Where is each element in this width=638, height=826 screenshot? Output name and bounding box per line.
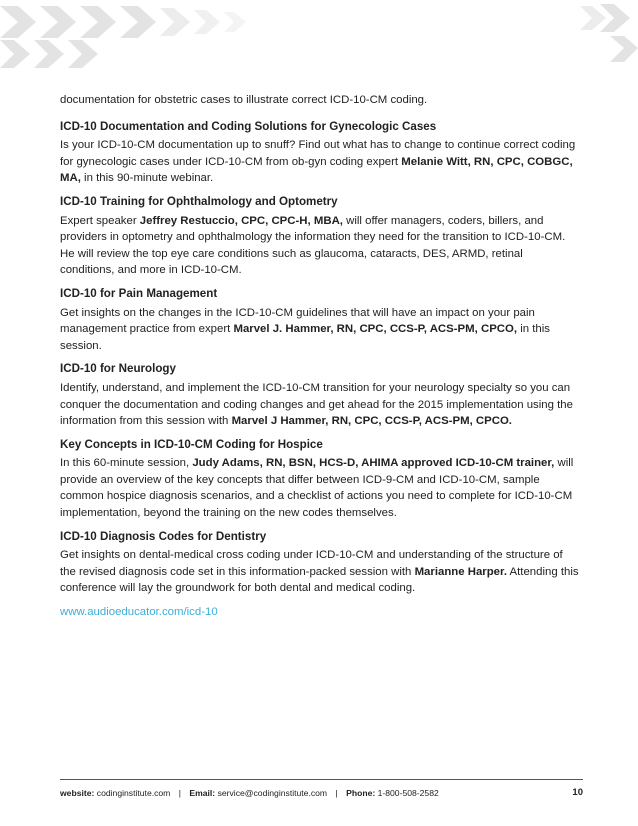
email-link[interactable]: service@codinginstitute.com: [217, 787, 328, 798]
section-body: Get insights on dental-medical cross coding under ICD-10-CM and understanding of the structure of the revised diagnosis code set in this information-packed session with Marianne Harper. Attending this conference will lay the groundwork for both dental and medical coding.: [60, 549, 579, 595]
section-neurology: [60, 361, 580, 429]
section-title: ICD-10 for Pain Management: [60, 286, 218, 300]
section-title: ICD-10 Training for Ophthalmology and Optometry: [60, 194, 338, 208]
section-body: Identify, understand, and implement the ICD-10-CM transition for your neurology specialty so you can conquer the documentation and coding changes and get ahead for the 2015 implementation using the information from this session with Marvel J Hammer, RN, CPC, CCS-P, ACS-PM, CPCO.: [60, 381, 573, 428]
section-body: Expert speaker Jeffrey Restuccio, CPC, CPC-H, MBA, will offer managers, coders, billers, and providers in optometry and ophthalmology the information they need for the transition to ICD-10-CM. He will review the top eye care conditions such as glaucoma, cataracts, DES, ARMD, retinal conditions, and more in ICD-10-CM.: [60, 214, 566, 277]
section-title: ICD-10 for Neurology: [60, 362, 176, 376]
phone-number: 1-800-508-2582: [377, 787, 439, 798]
page-content: [60, 92, 580, 621]
section-title: Key Concepts in ICD-10-CM Coding for Hospice: [60, 437, 323, 451]
section-gynecology: [60, 119, 580, 187]
section-ophthalmology: [60, 194, 580, 279]
section-hospice: [60, 437, 580, 522]
section-pain-management: [60, 286, 580, 354]
page-footer: [60, 779, 583, 798]
lead-paragraph: documentation for obstetric cases to illustrate correct ICD-10-CM coding.: [60, 94, 428, 106]
footer-separator: |: [335, 787, 338, 798]
footer-separator: |: [178, 787, 181, 798]
section-title: ICD-10 Diagnosis Codes for Dentistry: [60, 529, 267, 543]
section-body: Is your ICD-10-CM documentation up to snuff? Find out what has to change to continue correct coding for gynecologic cases under ICD-10-CM from ob-gyn coding expert Melanie Witt, RN, CPC, COBGC, MA, in this 90-minute webinar.: [60, 139, 576, 185]
section-title: ICD-10 Documentation and Coding Solutions for Gynecologic Cases: [60, 119, 437, 133]
website-link[interactable]: codinginstitute.com: [96, 787, 171, 798]
section-body: Get insights on the changes in the ICD-10-CM guidelines that will have an impact on your pain management practice from expert Marvel J. Hammer, RN, CPC, CCS-P, ACS-PM, CPCO, in this session.: [60, 306, 550, 352]
page-number: 10: [572, 787, 583, 798]
email-label: Email:: [189, 787, 216, 798]
section-body: In this 60-minute session, Judy Adams, RN, BSN, HCS-D, AHIMA approved ICD-10-CM trainer, will provide an overview of the key concepts that differ between ICD-9-CM and ICD-10-CM, sample common hospice diagnosis scenarios, and a checklist of actions you need to complete for ICD-10-CM implementation, beyond the training on the new codes themselves.: [60, 457, 574, 520]
footer-contact: [60, 788, 439, 798]
phone-label: Phone:: [346, 787, 376, 798]
website-label: website:: [60, 787, 95, 798]
header-chevron-decoration: [0, 0, 638, 70]
section-dentistry: [60, 529, 580, 597]
audioeducator-link[interactable]: www.audioeducator.com/icd-10: [60, 606, 218, 619]
